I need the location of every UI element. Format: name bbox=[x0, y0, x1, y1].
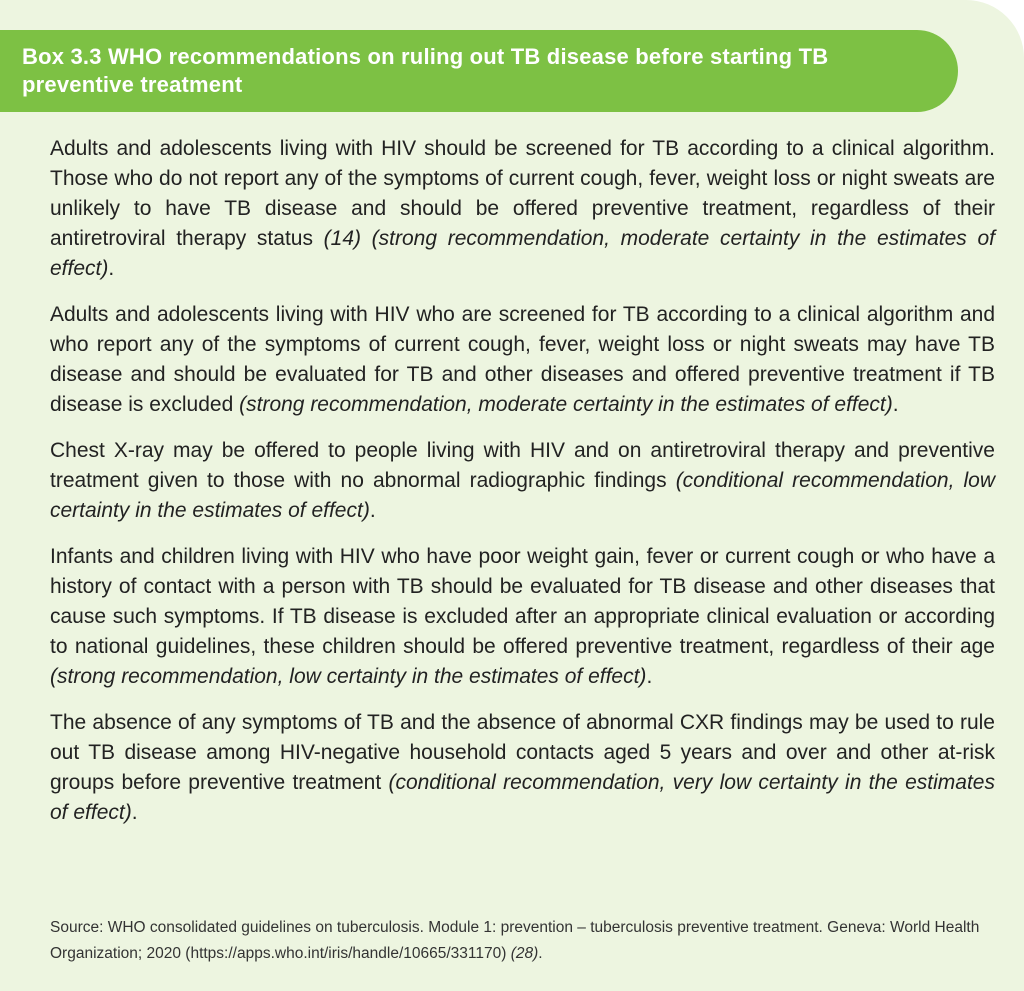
recommendation-paragraph-3 bbox=[50, 436, 995, 526]
paragraph-note: (strong recommendation, low certainty in the estimates of effect) bbox=[50, 665, 647, 688]
paragraph-note: (strong recommendation, moderate certainty in the estimates of effect) bbox=[239, 393, 893, 416]
paragraph-end: . bbox=[892, 393, 899, 416]
paragraph-end: . bbox=[131, 801, 138, 824]
paragraph-note: (conditional recommendation, low certainty in the estimates of effect) bbox=[50, 469, 995, 522]
source-citation bbox=[50, 915, 995, 967]
recommendation-paragraph-2 bbox=[50, 300, 995, 420]
box-content bbox=[50, 134, 995, 844]
box-header bbox=[0, 30, 958, 112]
paragraph-note: (conditional recommendation, very low certainty in the estimates of effect) bbox=[50, 771, 995, 824]
paragraph-end: . bbox=[369, 499, 376, 522]
recommendation-paragraph-1 bbox=[50, 134, 995, 284]
box-title: Box 3.3 WHO recommendations on ruling out TB disease before starting TB preventive treatment bbox=[22, 44, 829, 97]
source-reference: (28) bbox=[510, 945, 539, 962]
paragraph-end: . bbox=[646, 665, 653, 688]
paragraph-text: Chest X-ray may be offered to people living with HIV and on antiretroviral therapy and preventive treatment given to those with no abnormal radiographic findings bbox=[50, 439, 995, 492]
paragraph-text: Adults and adolescents living with HIV should be screened for TB according to a clinical algorithm. Those who do not report any of the symptoms of current cough, fever, weight loss or night sweats are unlikely to have TB disease and should be offered preventive treatment, regardless of their antiretroviral therapy status bbox=[50, 137, 995, 250]
recommendation-paragraph-5 bbox=[50, 708, 995, 828]
paragraph-text: The absence of any symptoms of TB and the absence of abnormal CXR findings may be used to rule out TB disease among HIV-negative household contacts aged 5 years and over and other at-risk groups before preventive treatment bbox=[50, 711, 995, 794]
paragraph-end: . bbox=[108, 257, 115, 280]
source-end: . bbox=[538, 945, 543, 962]
source-text: Source: WHO consolidated guidelines on tuberculosis. Module 1: prevention – tuberculosis preventive treatment. Geneva: World Health Organization; 2020 (https://apps.who.int/iris/handle/10665/331170) bbox=[50, 919, 980, 962]
paragraph-text: Infants and children living with HIV who have poor weight gain, fever or current cough or who have a history of contact with a person with TB should be evaluated for TB disease and other diseases that cause such symptoms. If TB disease is excluded after an appropriate clinical evaluation or according to national guidelines, these children should be offered preventive treatment, regardless of their age bbox=[50, 545, 995, 658]
paragraph-text: Adults and adolescents living with HIV who are screened for TB according to a clinical algorithm and who report any of the symptoms of current cough, fever, weight loss or night sweats may have TB disease and should be evaluated for TB and other diseases and offered preventive treatment if TB disease is excluded bbox=[50, 303, 995, 416]
paragraph-note: (14) (strong recommendation, moderate certainty in the estimates of effect) bbox=[50, 227, 995, 280]
recommendation-paragraph-4 bbox=[50, 542, 995, 692]
